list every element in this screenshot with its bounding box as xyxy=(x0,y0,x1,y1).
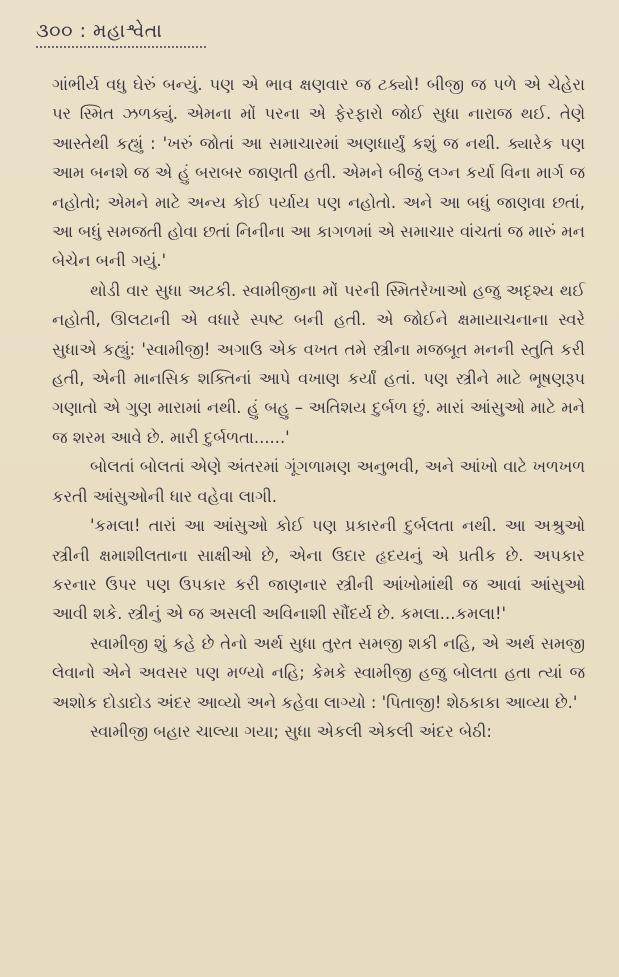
paragraph: સ્વામીજી શું કહે છે તેનો અર્થ સુધા તુરત સમજી શકી નહિ, એ અર્થ સમજી લેવાનો એને અવસર પણ મળ્યો નહિ; કેમકે સ્વામીજી હજુ બોલતા હતા ત્યાં જ અશોક દોડાદોડ અંદર આવ્યો અને કહેવા લાગ્યો : 'પિતાજી! શેઠકાકા આવ્યા છે.' xyxy=(52,633,585,712)
paragraph: બોલતાં બોલતાં એણે અંતરમાં ગૂંગળામણ અનુભવી, અને આંખો વાટે ખળખળ કરતી આંસુઓની ધાર વહેવા લાગી. xyxy=(52,457,585,506)
book-title: મહાશ્વેતા xyxy=(93,20,163,42)
paragraph-continuation: ગાંભીર્ય વધુ ઘેરું બન્યું. પણ એ ભાવ ક્ષણવાર જ ટક્યો! બીજી જ પળે એ ચેહેરા પર સ્મિત ઝળક્યું. એમના મોં પરના એ ફેરફારો જોઈ સુધા નારાજ થઈ. તેણે આસ્તેથી કહ્યું : 'ખરું જોતાં આ સમાચારમાં અણધાર્યું કશું જ નથી. ક્યારેક પણ આમ બનશે જ એ હું બરાબર જાણતી હતી. એમને બીજું લગ્ન કર્યા વિના માર્ગ જ નહોતો; એમને માટે અન્ય કોઈ પર્યાય પણ નહોતો. અને આ બધું જાણવા છતાં, આ બધું સમજતી હોવા છતાં નિનીના આ કાગળમાં એ સમાચાર વાંચતાં જ મારું મન બેચેન બની ગયું.' xyxy=(52,75,585,271)
running-header xyxy=(36,20,206,48)
paragraph: સ્વામીજી બહાર ચાલ્યા ગયા; સુધા એકલી એકલી અંદર બેઠી: xyxy=(90,721,492,741)
paragraph: થોડી વાર સુધા અટકી. સ્વામીજીના મોં પરની સ્મિતરેખાઓ હજુ અદૃશ્ય થઈ નહોતી, ઊલટાની એ વધારે સ્પષ્ટ બની હતી. એ જોઈને ક્ષમાયાચનાના સ્વરે સુધાએ કહ્યું: 'સ્વામીજી! અગાઉ એક વખત તમે સ્ત્રીના મજબૂત મનની સ્તુતિ કરી હતી, એની માનસિક શક્તિનાં આપે વખાણ કર્યાં હતાં. પણ સ્ત્રીને માટે ભૂષણરૂપ ગણાતો એ ગુણ મારામાં નથી. હું બહુ – અતિશય દુર્બળ છું. મારાં આંસુઓ માટે મને જ શરમ આવે છે. મારી દુર્બળતા......' xyxy=(52,280,585,447)
paragraph: 'કમલા! તારાં આ આંસુઓ કોઈ પણ પ્રકારની દુર્બલતા નથી. આ અશ્રુઓ સ્ત્રીની ક્ષમાશીલતાના સાક્ષીઓ છે, એના ઉદાર હૃદયનું એ પ્રતીક છે. અપકાર કરનાર ઉપર પણ ઉપકાર કરી જાણનાર સ્ત્રીની આંખોમાંથી જ આવાં આંસુઓ આવી શકે. સ્ત્રીનું એ જ અસલી અવિનાશી સૌંદર્ય છે. કમલા...કમલા!' xyxy=(52,516,585,624)
page-number: ૩૦૦ xyxy=(36,20,74,42)
header-separator: : xyxy=(79,20,87,42)
page-body xyxy=(52,70,585,746)
